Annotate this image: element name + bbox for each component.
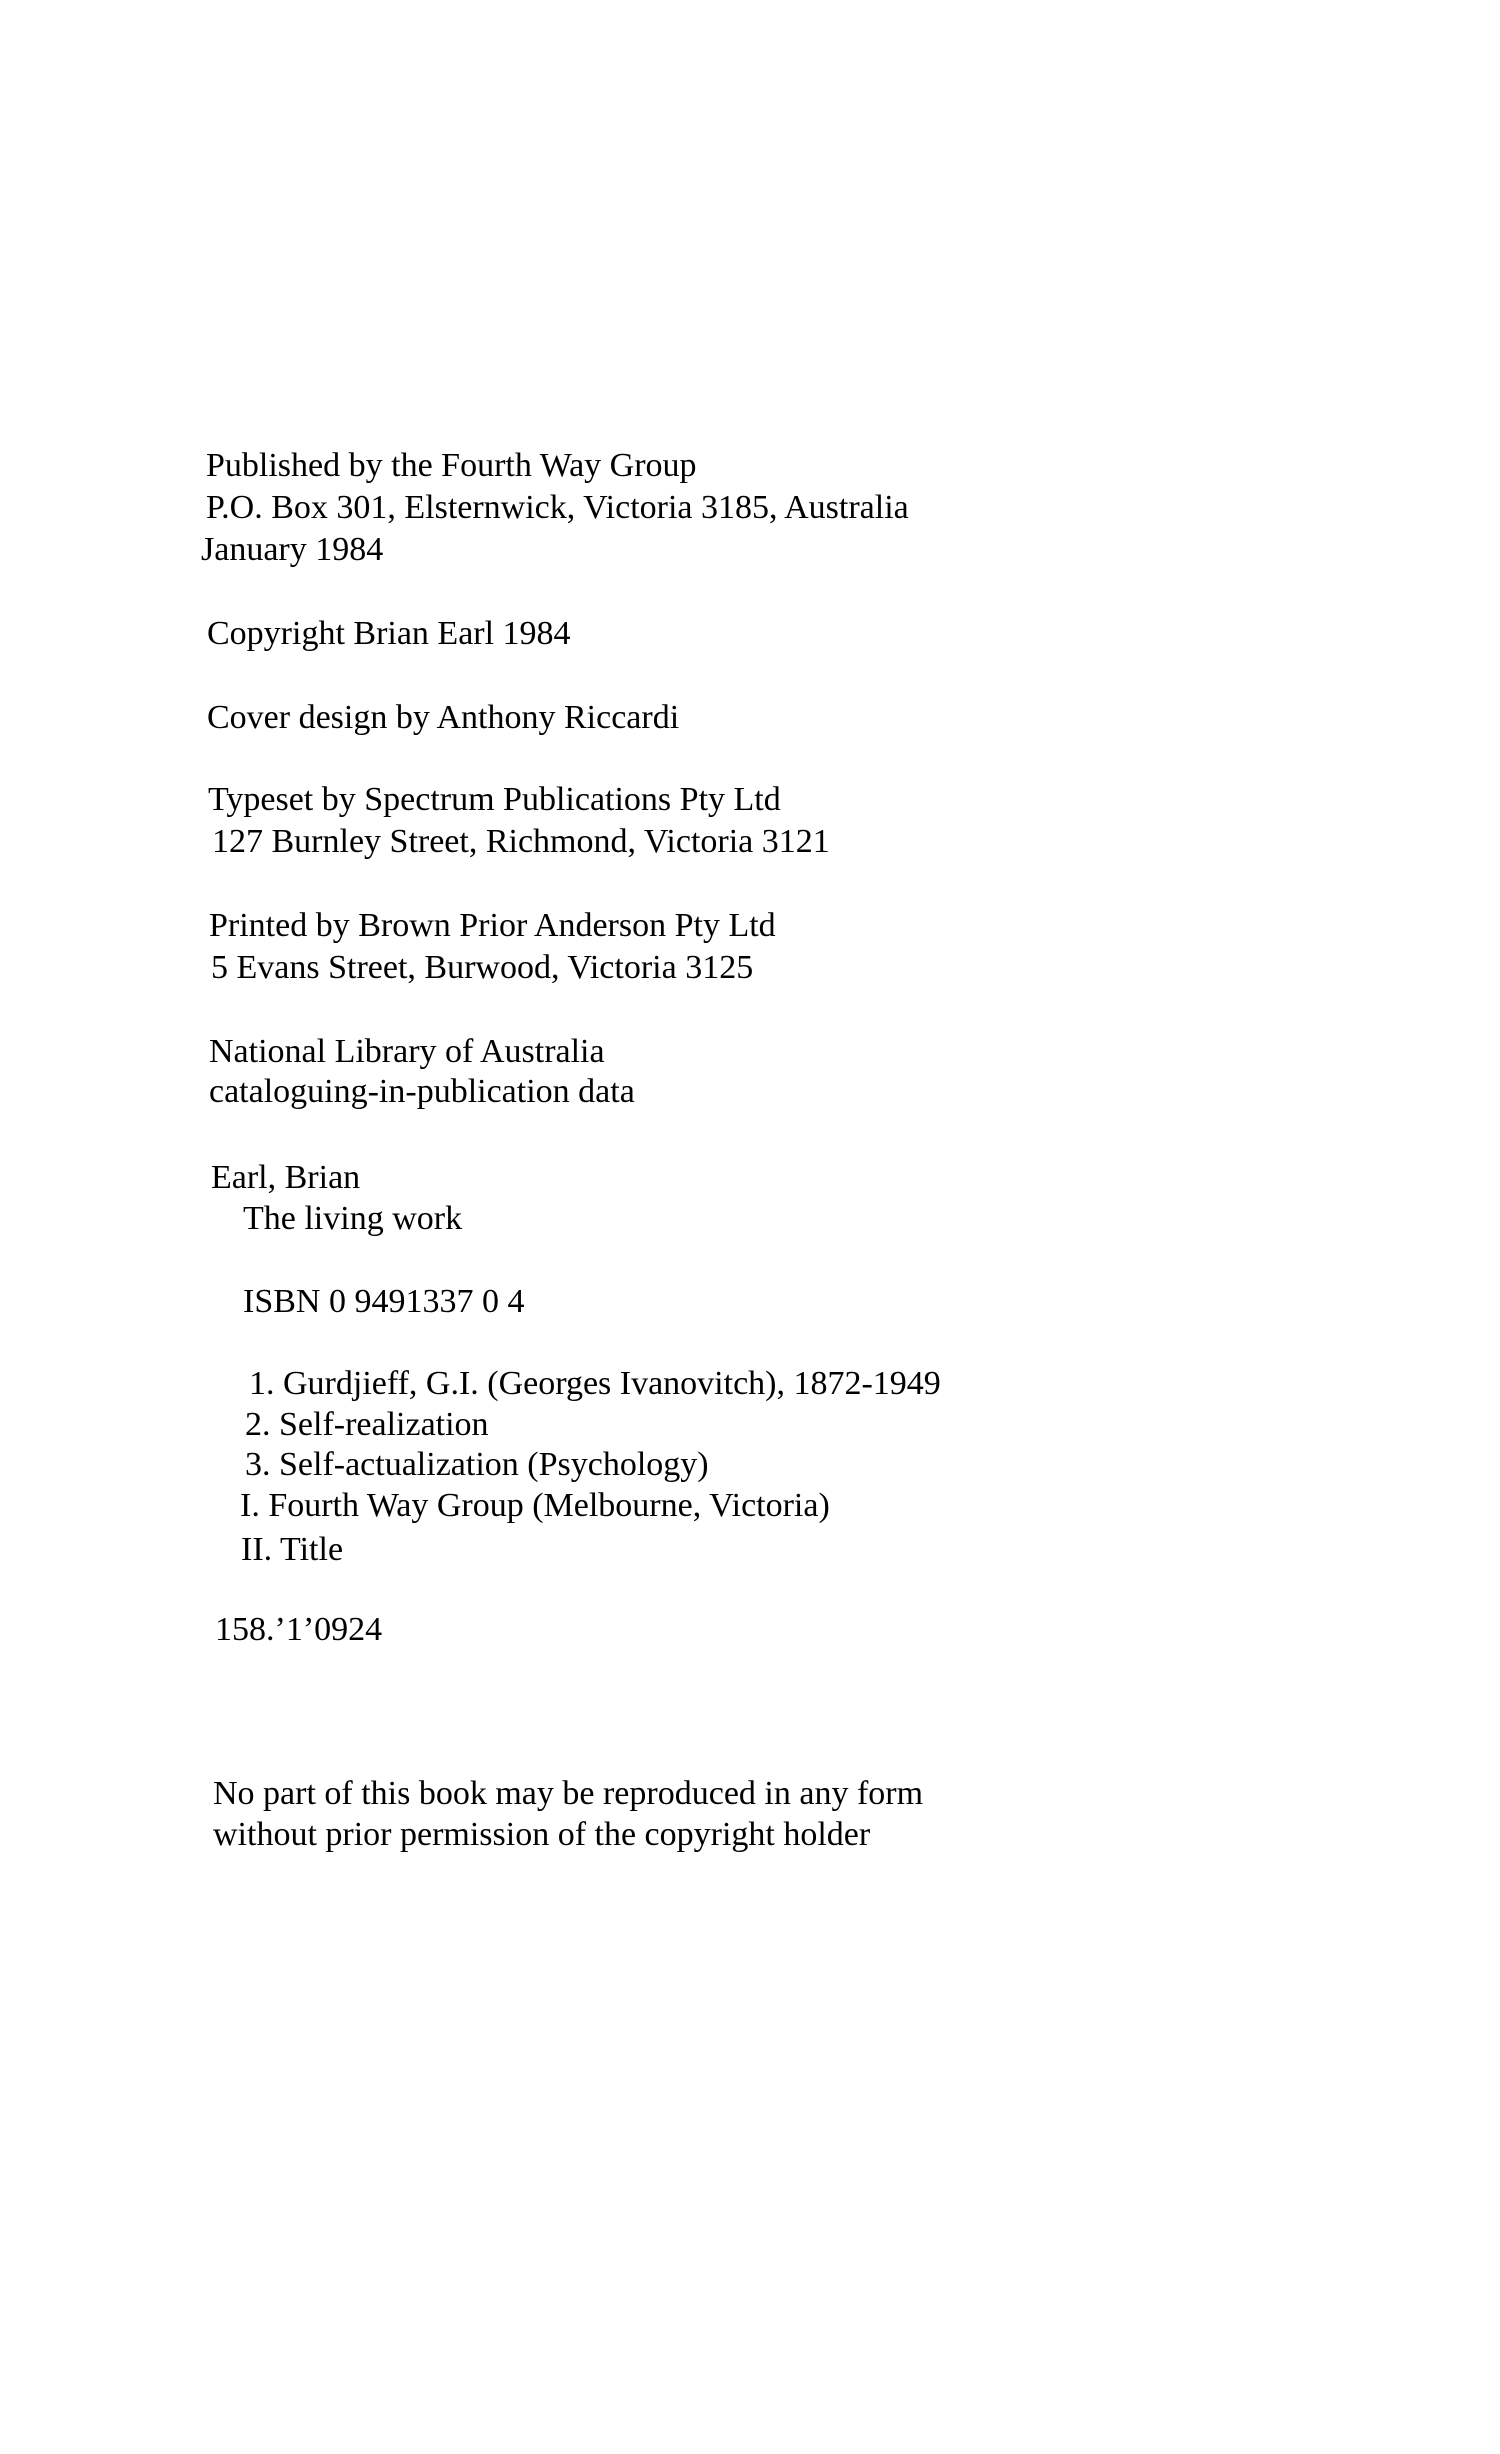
cip-subject-item: 1. Gurdjieff, G.I. (Georges Ivanovitch), 1872-1949 bbox=[249, 1365, 941, 1402]
cip-subject-item: II. Title bbox=[241, 1531, 344, 1568]
typeset-credit: Typeset by Spectrum Publications Pty Ltd bbox=[208, 781, 781, 818]
cover-design-credit: Cover design by Anthony Riccardi bbox=[207, 699, 680, 736]
publisher-address: P.O. Box 301, Elsternwick, Victoria 3185, Australia bbox=[206, 489, 909, 526]
cip-subject-item: I. Fourth Way Group (Melbourne, Victoria) bbox=[240, 1487, 830, 1524]
cip-heading: National Library of Australia bbox=[209, 1033, 605, 1070]
rights-notice-continued: without prior permission of the copyright holder bbox=[213, 1816, 871, 1853]
printer-address: 5 Evans Street, Burwood, Victoria 3125 bbox=[211, 949, 754, 986]
typeset-address: 127 Burnley Street, Richmond, Victoria 3121 bbox=[212, 823, 830, 860]
cip-title: The living work bbox=[243, 1200, 463, 1237]
publication-date: January 1984 bbox=[201, 531, 384, 568]
cip-classification: 158.’1’0924 bbox=[215, 1611, 383, 1648]
cip-author: Earl, Brian bbox=[211, 1159, 361, 1196]
cip-subheading: cataloguing-in-publication data bbox=[209, 1073, 635, 1110]
cip-subject-item: 2. Self-realization bbox=[245, 1406, 489, 1443]
rights-notice: No part of this book may be reproduced in any form bbox=[213, 1775, 924, 1812]
publisher-line: Published by the Fourth Way Group bbox=[206, 447, 697, 484]
printer-credit: Printed by Brown Prior Anderson Pty Ltd bbox=[209, 907, 776, 944]
cip-isbn: ISBN 0 9491337 0 4 bbox=[243, 1283, 525, 1320]
cip-subject-item: 3. Self-actualization (Psychology) bbox=[245, 1446, 709, 1483]
copyright-notice: Copyright Brian Earl 1984 bbox=[207, 615, 571, 652]
